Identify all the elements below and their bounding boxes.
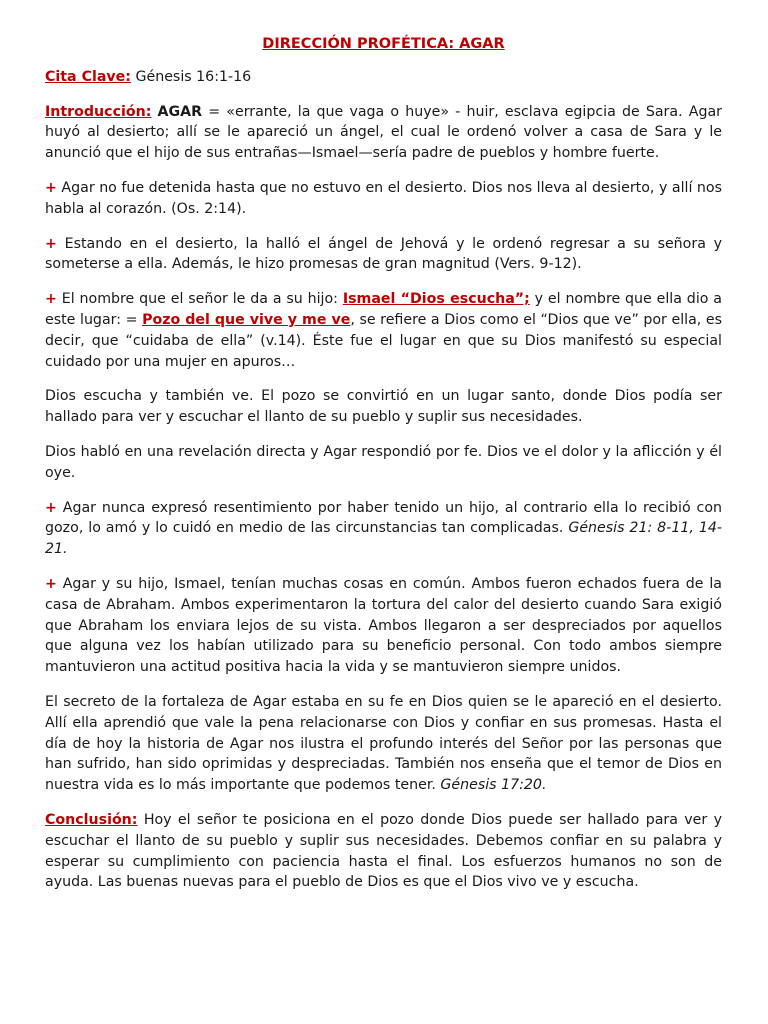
plus-icon: + xyxy=(45,291,57,308)
point-names-text-1: El nombre que el señor le da a su hijo: xyxy=(56,291,343,308)
plus-icon: + xyxy=(45,179,57,196)
point-names xyxy=(45,289,722,372)
point-resentment xyxy=(45,498,722,560)
point-names-text-3: , se refiere a Dios como el “Dios que ve” por ella, es decir, que “cuidaba de ella” (v.14). Éste fue el lugar en que su Dios manifestó su especial cuidado por una mujer en apuros… xyxy=(45,311,723,370)
point-common xyxy=(45,574,722,678)
point-resentment-text: Agar nunca expresó resentimiento por haber tenido un hijo, al contrario ella lo recibió con gozo, lo amó y lo cuidó en medio de las circunstancias tan complicadas. xyxy=(45,499,722,537)
paragraph-secreto-text: El secreto de la fortaleza de Agar estaba en su fe en Dios quien se le apareció en el desierto. Allí ella aprendió que vale la pena relacionarse con Dios y confiar en sus promesas. Hasta el día de hoy la historia de Agar nos ilustra el profundo interés del Señor por las personas que han sufrido, han sido oprimidas y despreciadas. También nos enseña que el temor de Dios en nuestra vida es lo más importante que podemos tener. xyxy=(45,693,722,794)
introduction-text: = «errante, la que vaga o huye» - huir, esclava egipcia de Sara. Agar huyó al desierto; allí se le apareció un ángel, el cual le ordenó volver a casa de Sara y le anunció que el hijo de sus entrañas—Ismael—sería padre de pueblos y hombre fuerte. xyxy=(45,103,722,162)
plus-icon: + xyxy=(45,575,57,592)
plus-icon: + xyxy=(45,235,57,252)
point-common-text: Agar y su hijo, Ismael, tenían muchas cosas en común. Ambos fueron echados fuera de la casa de Abraham. Ambos experimentaron la tortura del calor del desierto cuando Sara exigió que Abraham los enviara lejos de su vista. Ambos llegaron a ser despreciados por aquellos que alguna vez los habían utilizado para su beneficio personal. Con todo ambos siempre mantuvieron una actitud positiva hacia la vida y se mantuvieron siempre unidos. xyxy=(45,575,722,676)
paragraph-escucha: Dios escucha y también ve. El pozo se convirtió en un lugar santo, donde Dios podía ser hallado para ver y escuchar el llanto de su pueblo y suplir sus necesidades. xyxy=(45,388,722,426)
point-resentment-ref: Génesis 21: 8-11, 14-21. xyxy=(45,520,722,558)
document-page xyxy=(45,34,722,907)
paragraph-secreto-ref: Génesis 17:20. xyxy=(440,777,547,794)
ismael-highlight: Ismael “Dios escucha”; xyxy=(342,291,530,308)
introduction-label: Introducción: xyxy=(45,103,152,120)
document-title: DIRECCIÓN PROFÉTICA: AGAR xyxy=(262,36,505,52)
plus-icon: + xyxy=(45,499,57,516)
pozo-highlight: Pozo del que vive y me ve xyxy=(142,311,351,328)
conclusion-label: Conclusión: xyxy=(45,811,138,828)
point-desert-text: Agar no fue detenida hasta que no estuvo en el desierto. Dios nos lleva al desierto, y allí nos habla al corazón. (Os. 2:14). xyxy=(45,179,722,217)
paragraph-hablo: Dios habló en una revelación directa y Agar respondió por fe. Dios ve el dolor y la aflicción y él oye. xyxy=(45,443,722,481)
introduction-name: AGAR xyxy=(157,103,203,120)
paragraph-secreto xyxy=(45,692,722,796)
point-names-text-2: y el nombre que ella dio a este lugar: = xyxy=(45,291,722,328)
point-desert xyxy=(45,178,722,220)
key-citation-label: Cita Clave: xyxy=(45,68,131,85)
point-angel-text: Estando en el desierto, la halló el ángel de Jehová y le ordenó regresar a su señora y someterse a ella. Además, le hizo promesas de gran magnitud (Vers. 9-12). xyxy=(45,235,722,273)
key-citation xyxy=(45,67,722,88)
introduction-paragraph xyxy=(45,102,722,164)
conclusion-paragraph xyxy=(45,810,722,893)
conclusion-text: Hoy el señor te posiciona en el pozo donde Dios puede ser hallado para ver y escuchar el llanto de su pueblo y suplir sus necesidades. Debemos confiar en su palabra y esperar su cumplimiento con paciencia hasta el final. Los esfuerzos humanos no son de ayuda. Las buenas nuevas para el pueblo de Dios es que el Dios vivo ve y escucha. xyxy=(45,811,722,891)
key-citation-text: Génesis 16:1-16 xyxy=(130,68,252,85)
point-angel xyxy=(45,234,722,276)
